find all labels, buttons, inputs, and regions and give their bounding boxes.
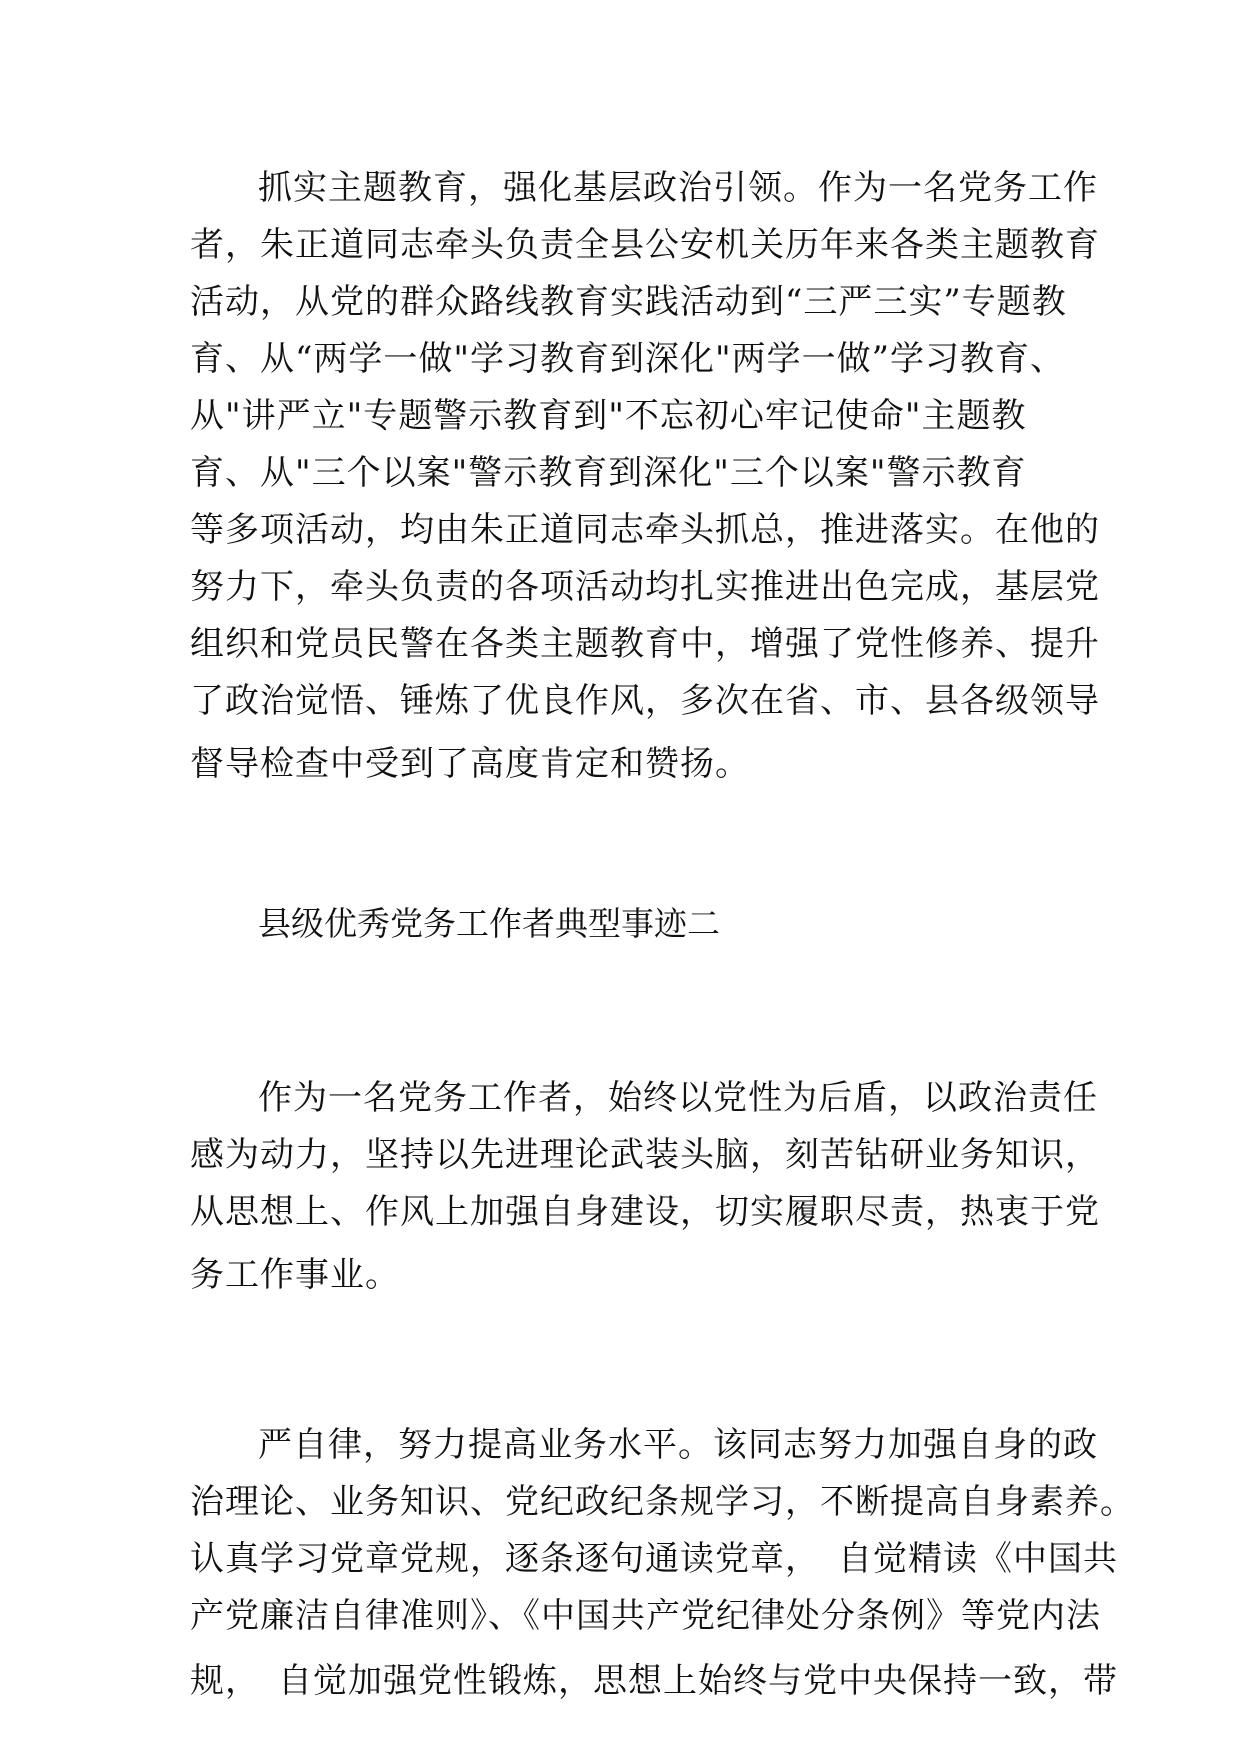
paragraph-line: 者，朱正道同志牵头负责全县公安机关历年来各类主题教育: [190, 225, 1100, 265]
paragraph-line: 作为一名党务工作者，始终以党性为后盾，以政治责任: [258, 1078, 1098, 1118]
paragraph-line: 严自律，努力提高业务水平。该同志努力加强自身的政: [258, 1425, 1098, 1465]
section-heading: 县级优秀党务工作者典型事迹二: [258, 904, 720, 943]
paragraph-line: 从"讲严立"专题警示教育到"不忘初心牢记使命"主题教: [190, 396, 1027, 436]
paragraph-line: 从思想上、作风上加强自身建设，切实履职尽责，热衷于党: [190, 1192, 1100, 1232]
paragraph-line: 规， 自觉加强党性锻炼，思想上始终与党中央保持一致，带: [190, 1661, 1118, 1701]
paragraph-line: 育、从“两学一做"学习教育到深化"两学一做”学习教育、: [190, 339, 1066, 379]
paragraph-line: 感为动力，坚持以先进理论武装头脑，刻苦钻研业务知识，: [190, 1135, 1100, 1175]
paragraph-line: 育、从"三个以案"警示教育到深化"三个以案"警示教育: [190, 453, 1027, 493]
paragraph-line: 务工作事业。: [190, 1255, 400, 1295]
paragraph-line: 督导检查中受到了高度肯定和赞扬。: [190, 744, 750, 784]
paragraph-line: 治理论、业务知识、党纪政纪条规学习，不断提高自身素养。: [190, 1482, 1135, 1522]
paragraph-line: 抓实主题教育，强化基层政治引领。作为一名党务工作: [258, 168, 1098, 208]
paragraph-line: 活动，从党的群众路线教育实践活动到“三严三实”专题教: [190, 282, 1067, 322]
paragraph-line: 认真学习党章党规，逐条逐句通读党章， 自觉精读《中国共: [190, 1539, 1118, 1579]
paragraph-line: 产党廉洁自律准则》、《中国共产党纪律处分条例》等党内法: [190, 1596, 1101, 1636]
paragraph-line: 了政治觉悟、锤炼了优良作风，多次在省、市、县各级领导: [190, 681, 1100, 721]
paragraph-line: 努力下，牵头负责的各项活动均扎实推进出色完成，基层党: [190, 567, 1100, 607]
paragraph-line: 等多项活动，均由朱正道同志牵头抓总，推进落实。在他的: [190, 510, 1100, 550]
paragraph-line: 组织和党员民警在各类主题教育中，增强了党性修养、提升: [190, 624, 1100, 664]
